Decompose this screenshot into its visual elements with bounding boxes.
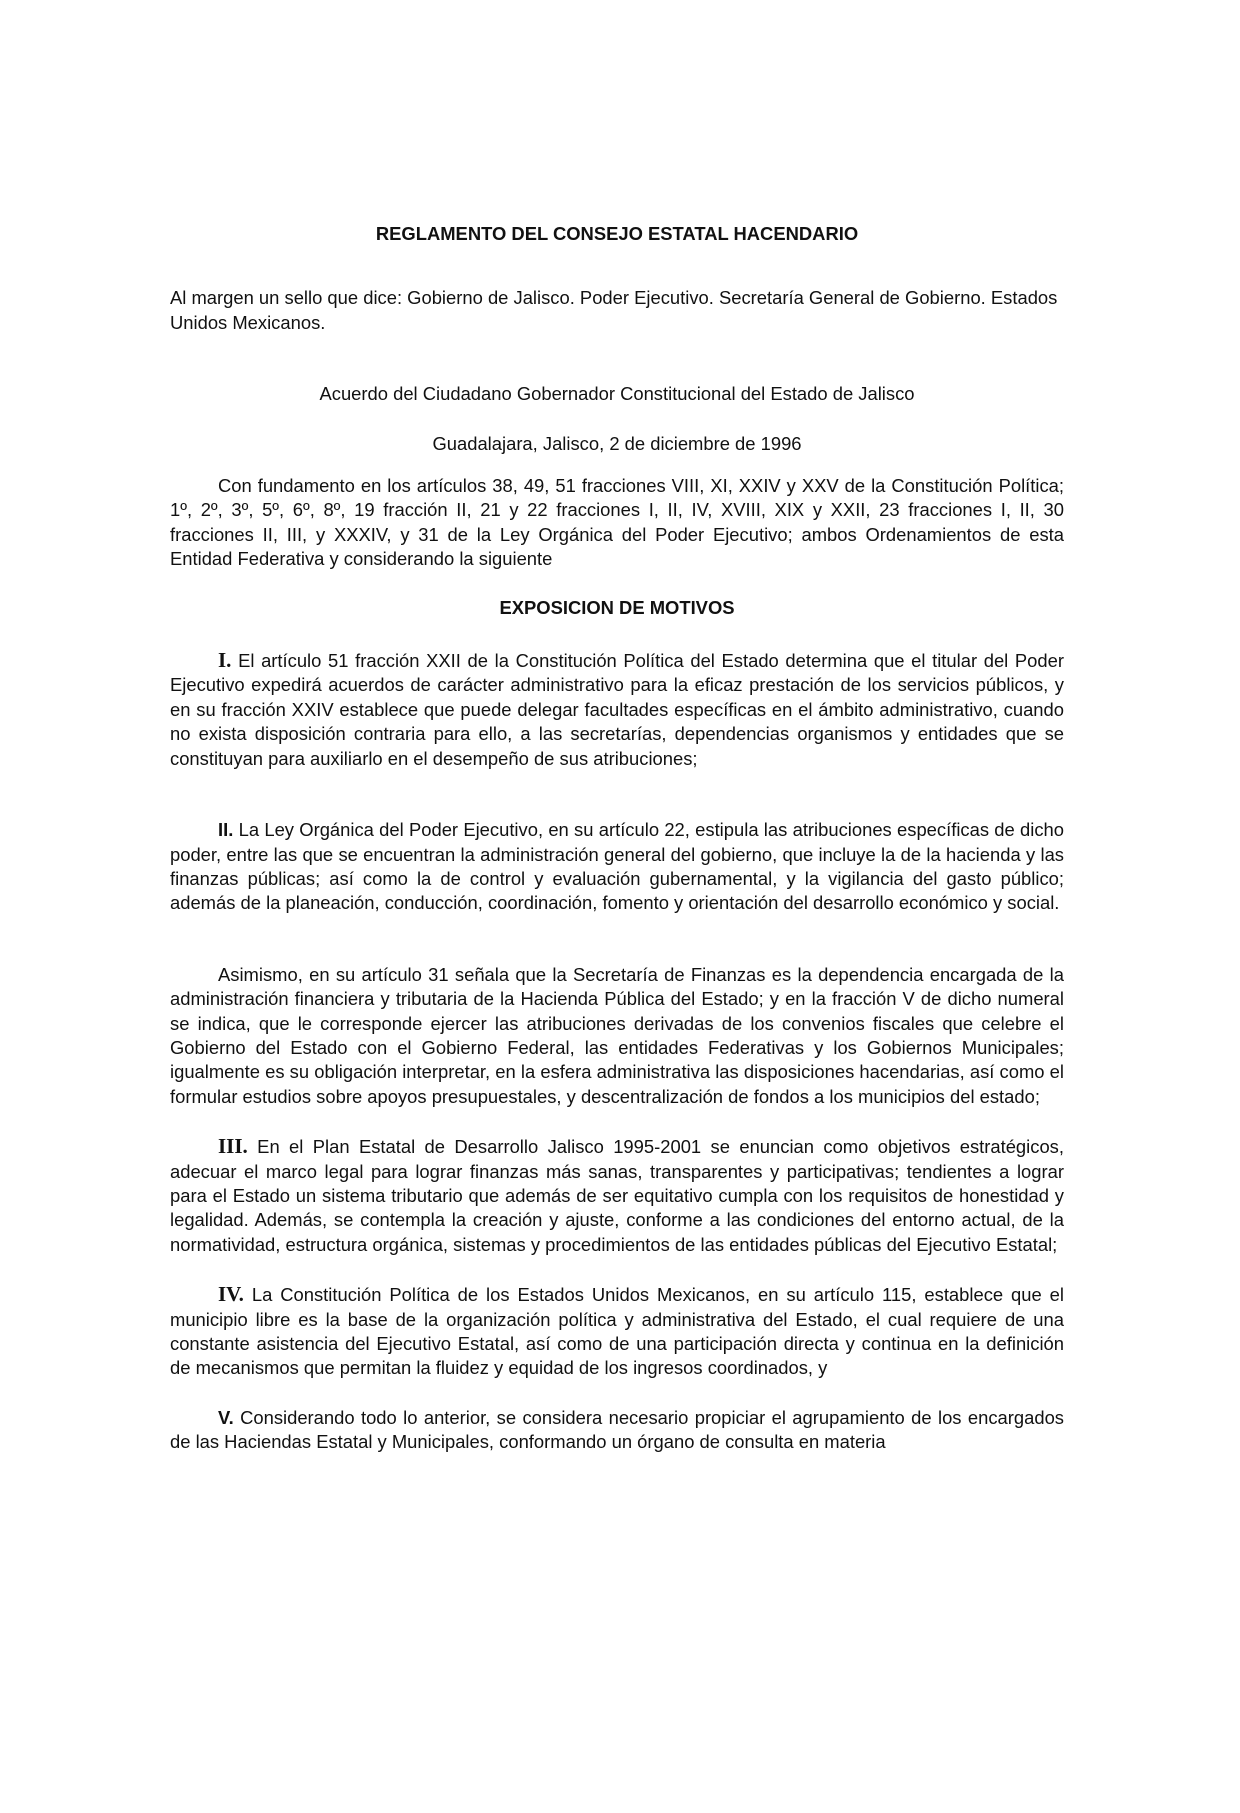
motivo-paragraph-2b: Asimismo, en su artículo 31 señala que la Secretaría de Finanzas es la dependencia encargada de la administración financiera y tributaria de la Hacienda Pública del Estado; y en la fracción V de dicho numeral se indica, que le corresponde ejercer las atribuciones derivadas de los convenios fiscales que celebre el Gobierno del Estado con el Gobierno Federal, las entidades Federativas y los Gobiernos Municipales; igualmente es su obligación interpretar, en la esfera administrativa las disposiciones hacendarias, así como el formular estudios sobre apoyos presupuestales, y descentralización de fondos a los municipios del estado; <box>170 963 1064 1107</box>
motivo-paragraph-1 <box>170 648 1064 771</box>
motivo-text-4: La Constitución Política de los Estados Unidos Mexicanos, en su artículo 115, establece que el municipio libre es la base de la organización política y administrativa del Estado, el cual requiere de una constante asistencia del Ejecutivo Estatal, así como de una participación directa y continua en la definición de mecanismos que permitan la fluidez y equidad de los ingresos coordinados, y <box>170 1284 1064 1379</box>
motivo-numeral-5: V. <box>218 1406 234 1428</box>
document-title: REGLAMENTO DEL CONSEJO ESTATAL HACENDARIO <box>375 223 859 244</box>
agreement-line: Acuerdo del Ciudadano Gobernador Constitucional del Estado de Jalisco <box>319 383 915 405</box>
legal-basis-paragraph: Con fundamento en los artículos 38, 49, 51 fracciones VIII, XI, XXIV y XXV de la Constitución Política; 1º, 2º, 3º, 5º, 6º, 8º, 19 fracción II, 21 y 22 fracciones I, II, IV, XVIII, XIX y XXII, 23 fracciones I, II, 30 fracciones II, III, y XXXIV, y 31 de la Ley Orgánica del Poder Ejecutivo; ambos Ordenamientos de esta Entidad Federativa y considerando la siguiente <box>170 475 1064 570</box>
motivo-numeral-4: IV. <box>218 1282 244 1307</box>
motivo-text-2: La Ley Orgánica del Poder Ejecutivo, en su artículo 22, estipula las atribuciones específicas de dicho poder, entre las que se encuentran la administración general del gobierno, que incluye la de la hacienda y las finanzas públicas; así como la de control y evaluación gubernamental, y la vigilancia del gasto público; además de la planeación, conducción, coordinación, fomento y orientación del desarrollo económico y social. <box>170 819 1064 914</box>
motivo-text-5: Considerando todo lo anterior, se considera necesario propiciar el agrupamiento de los encargados de las Haciendas Estatal y Municipales, conformando un órgano de consulta en materia <box>170 1406 1064 1453</box>
motivo-paragraph-4 <box>170 1282 1064 1381</box>
document-body <box>170 222 1064 1455</box>
motivo-text-3: En el Plan Estatal de Desarrollo Jalisco 1995-2001 se enuncian como objetivos estratégicos, adecuar el marco legal para lograr finanzas más sanas, transparentes y participativas; tendientes a lograr para el Estado un sistema tributario que además de ser equitativo cumpla con los requisitos de honestidad y legalidad. Además, se contempla la creación y ajuste, conforme a las condiciones del entorno actual, de la normatividad, estructura orgánica, sistemas y procedimientos de las entidades públicas del Ejecutivo Estatal; <box>170 1136 1064 1255</box>
motivo-text-1: El artículo 51 fracción XXII de la Constitución Política del Estado determina que el titular del Poder Ejecutivo expedirá acuerdos de carácter administrativo para la eficaz prestación de los servicios públicos, y en su fracción XXIV establece que puede delegar facultades específicas en el ámbito administrativo, cuando no exista disposición contraria para ello, a las secretarías, dependencias organismos y entidades que se constituyan para auxiliarlo en el desempeño de sus atribuciones; <box>170 650 1064 769</box>
motivo-paragraph-5 <box>170 1406 1064 1455</box>
place-date: Guadalajara, Jalisco, 2 de diciembre de 1996 <box>432 432 802 454</box>
motivo-paragraph-2 <box>170 818 1064 916</box>
motivo-numeral-2: II. <box>218 819 234 841</box>
margin-note: Al margen un sello que dice: Gobierno de Jalisco. Poder Ejecutivo. Secretaría General de Gobierno. Estados Unidos Mexicanos. <box>170 287 1058 333</box>
motivo-numeral-3: III. <box>218 1134 248 1159</box>
motivo-numeral-1: I. <box>218 648 232 673</box>
motivos-heading: EXPOSICION DE MOTIVOS <box>499 596 735 618</box>
motivo-paragraph-3 <box>170 1134 1064 1257</box>
